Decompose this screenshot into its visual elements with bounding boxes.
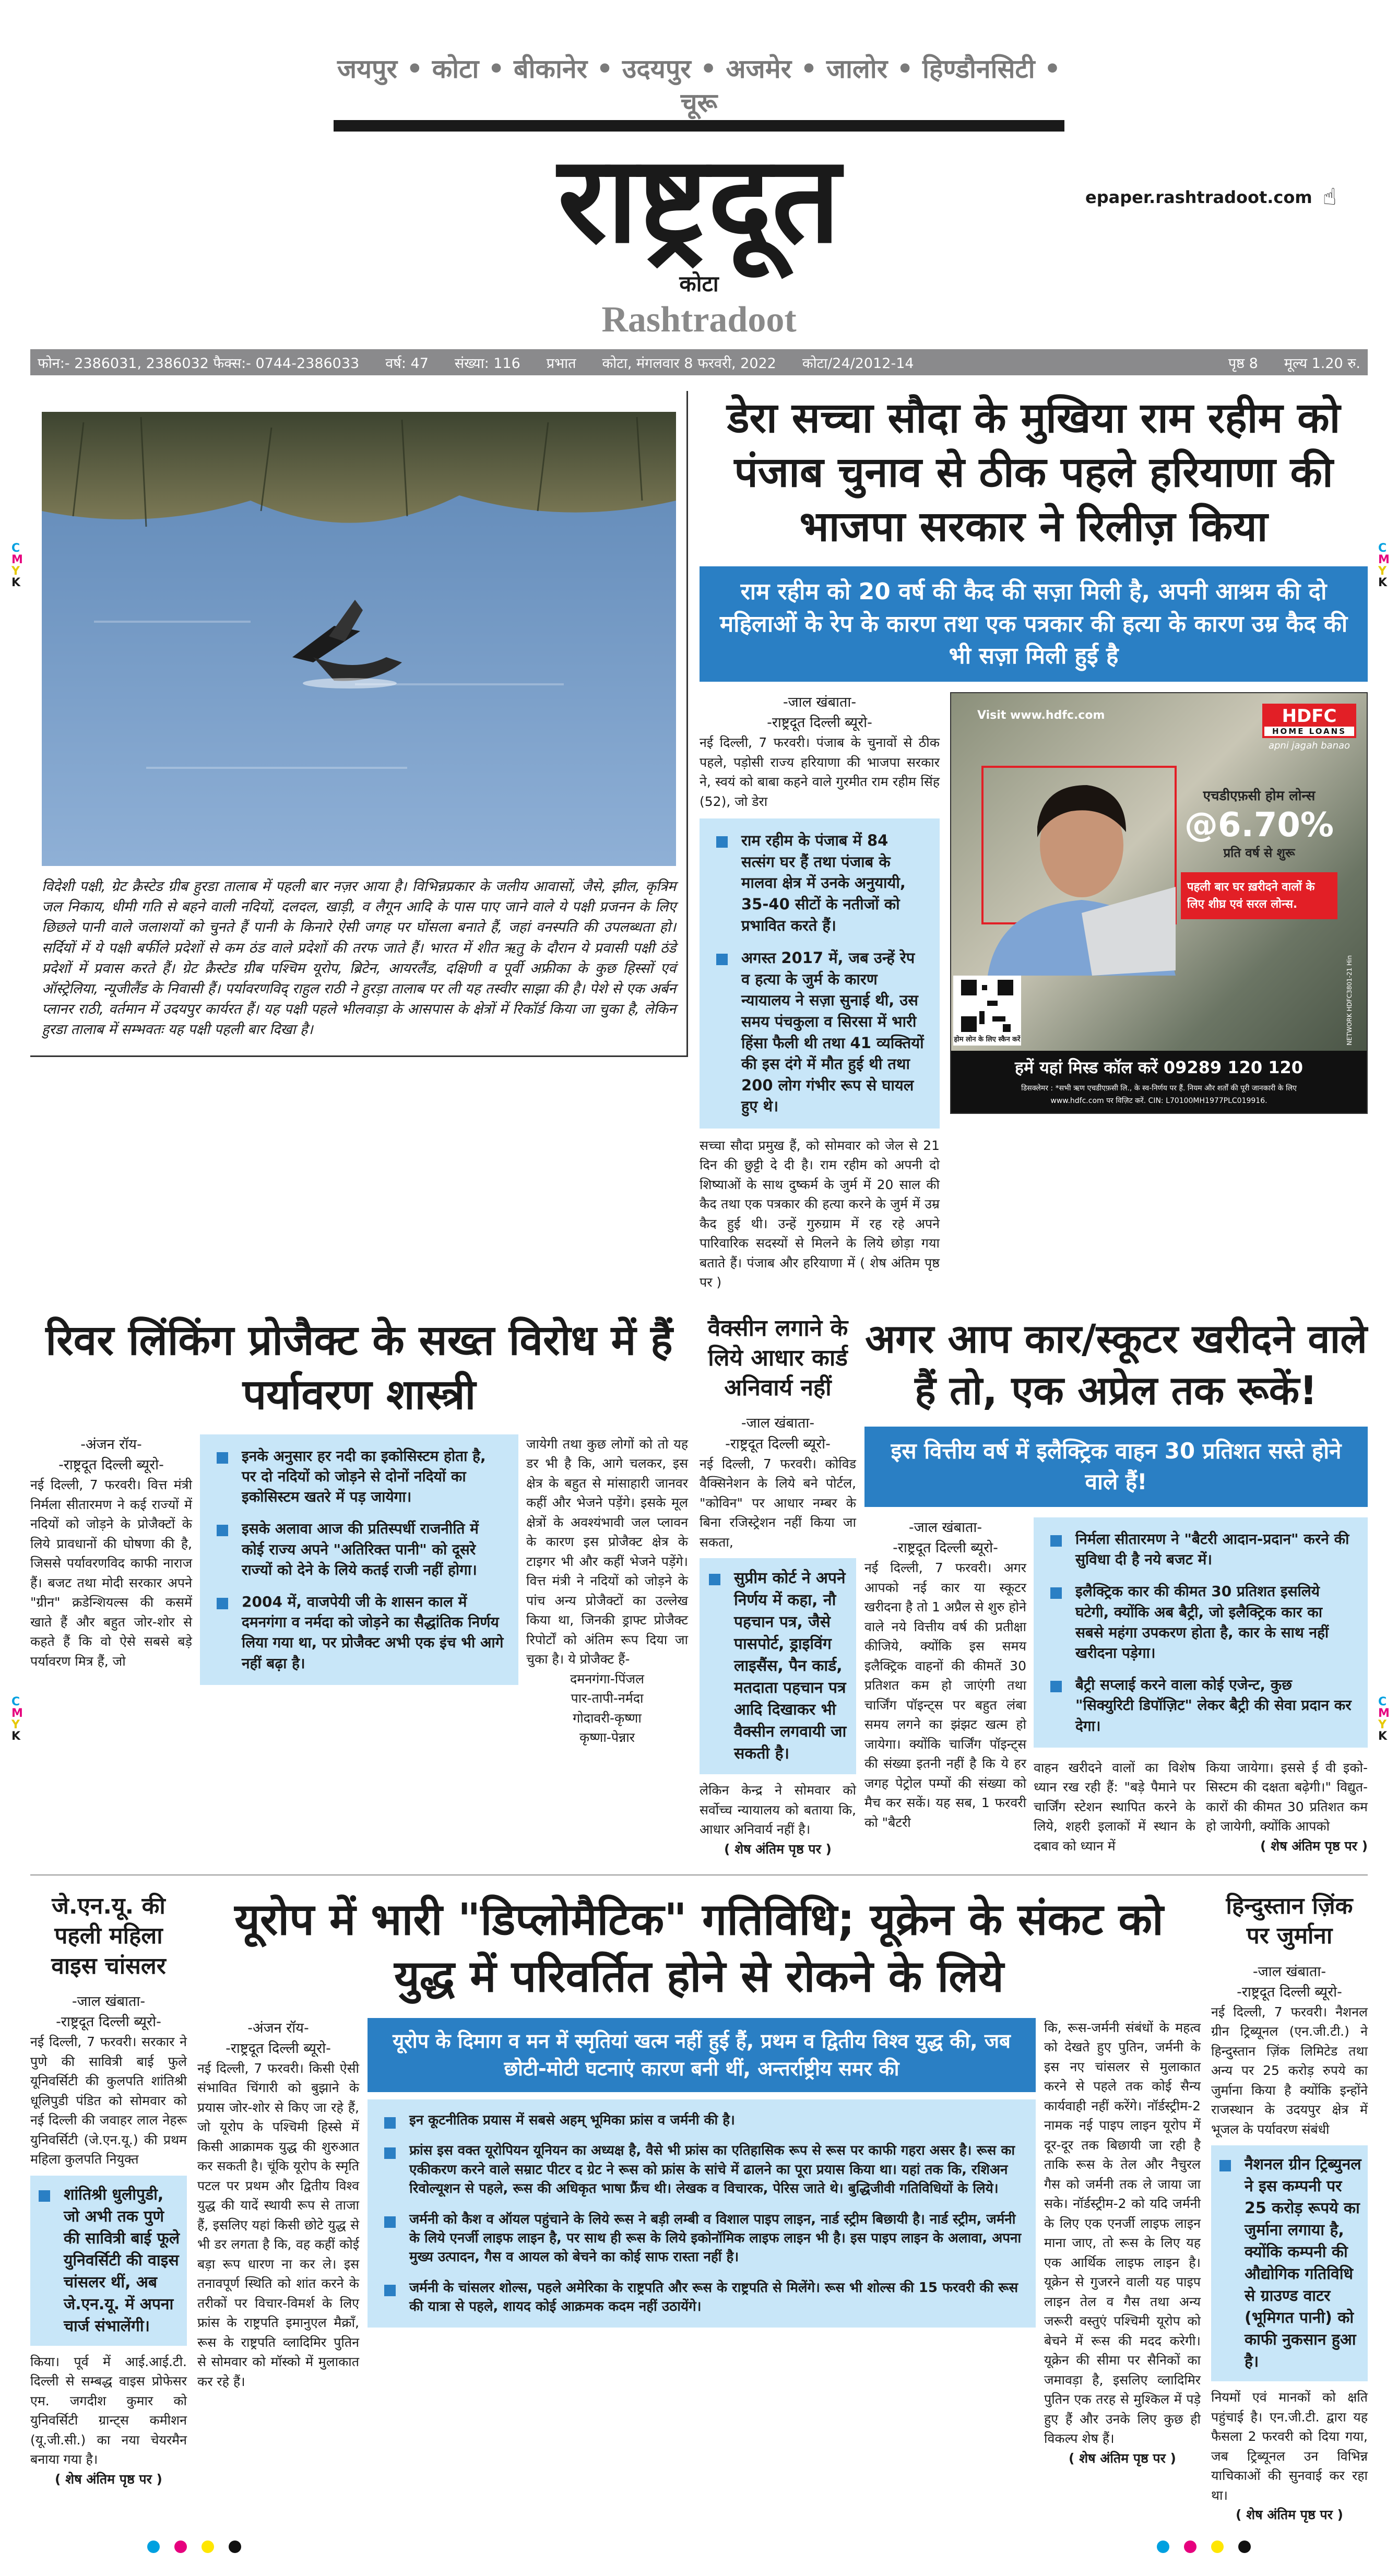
river-story (30, 1313, 688, 1748)
ram-rahim-deck: राम रहीम को 20 वर्ष की कैद की सज़ा मिली है, अपनी आश्रम की दो महिलाओं के रेप के कारण तथा एक पत्रकार की हत्या के कारण उम्र कैद की भी सज़ा मिली हुई है (700, 566, 1368, 682)
lead: नई दिल्ली, 7 फरवरी। पंजाब के चुनावों से ठीक पहले, पड़ोसी राज्य हरियाणा की भाजपा सरकार ने, स्वयं को बाबा कहने वाले गुरमीत राम रहीम सिंह (52), जो डेरा (700, 735, 940, 809)
highlight: 2004 में, वाजपेयी जी के शासन काल में दमनगंगा व नर्मदा को जोड़ने का सैद्धांतिक निर्णय लिया गया था, पर प्रोजैक्ट अभी एक इंच भी आगे नहीं बढ़ा है। (214, 1592, 505, 1673)
bird-photo (42, 412, 676, 866)
ev-deck: इस वित्तीय वर्ष में इलैक्ट्रिक वाहन 30 प्रतिशत सस्ते होने वाले हैं! (864, 1427, 1368, 1507)
section-divider (30, 1874, 1368, 1875)
year: वर्ष: 47 (385, 355, 429, 372)
highlight: राम रहीम के पंजाब में 84 सत्संग घर हैं तथा पंजाब के मालवा क्षेत्र में उनके अनुयायी, 35-40 सीटों के नतीजों को प्रभावित करते हैं। (713, 830, 926, 936)
cmyk-mark: C M Y K (1378, 1695, 1390, 1743)
date: कोटा, मंगलवार 8 फरवरी, 2022 (602, 355, 776, 372)
europe-story (197, 1891, 1201, 2468)
color-dots-right (1150, 2541, 1258, 2555)
highlight: सुप्रीम कोर्ट ने अपने निर्णय में कहा, नौ पहचान पत्र, जैसे पासपोर्ट, ड्राइविंग लाइसैंस, पैन कार्ड, मतदाता पहचान पत्र आदि दिखाकर भी वैक्सीन लगवायी जा सकती है। (706, 1568, 850, 1765)
man-with-laptop-image (951, 756, 1181, 976)
info-bar (30, 349, 1368, 375)
ram-rahim-headline: डेरा सच्चा सौदा के मुखिया राम रहीम को पंजाब चुनाव से ठीक पहले हरियाणा की भाजपा सरकार ने रिलीज़ किया (727, 394, 1341, 551)
zinc-article: हिन्दुस्तान ज़िंक पर जुर्माना -जाल खंबाता- -राष्ट्रदूत दिल्ली ब्यूरो- नई दिल्ली, 7 फरवरी। नैशनल ग्रीन ट्रिब्यूनल (एन.जी.टी.) ने हिन्दुस्तान ज़िंक लिमिटेड तथा अन्य पर 25 करोड़ रुपये का जुर्माना किया है क्योंकि इन्होंने राजस्थान के उदयपुर क्षेत्र में भूजल के पर्यावरण संबंधी नैशनल ग्रीन ट्रिब्युनल ने इस कम्पनी पर 25 करोड़ रूपये का जुर्माना लगाया है, क्योंकि कम्पनी की औद्योगिक गतिविधि से ग्राउण्ड वाटर (भूमिगत पानी) को काफी नुकसान हुआ है। नियमों एवं मानकों को क्षति पहुंचाई है। एन.जी.टी. द्वारा यह फैसला 2 फरवरी को दिया गया, जब ट्रिब्यूनल उन विभिन्न याचिकाओं की सुनवाई कर रहा था। ( शेष अंतिम पृष्ठ पर ) (1211, 1891, 1368, 2525)
epaper-link[interactable]: epaper.rashtradoot.com (1085, 187, 1312, 207)
phone: फोन:- 2386031, 2386032 फैक्स:- 0744-2386033 (38, 355, 360, 372)
highlight: शांतिश्री धुलीपुडी, जो अभी तक पुणे की सावित्री बाई फूले युनिवर्सिटी की वाइस चांसलर थीं, अब जे.एन.यू. में अपना चार्ज संभालेंगी। (35, 2184, 182, 2337)
europe-col-right: कि, रूस-जर्मनी संबंधों के महत्व को देखते हुए पुतिन, जर्मनी के इस नए चांसलर से मुलाकात करने से पहले तक कोई सैन्य कार्यवाही नहीं करेंगे। नॉर्डस्ट्रीम-2 नामक नई पाइप लाइन यूरोप में दूर-दूर तक बिछायी जा रही है ताकि रूस के तेल और नैचुरल गैस को जर्मनी तक ले जाया जा सके। नॉर्डस्ट्रीम-2 को यदि जर्मनी के लिए एक एनर्जी लाइफ लाइन माना जाए, तो रूस के लिए यह एक आर्थिक लाइफ लाइन है। यूक्रेन से गुजरने वाली यह पाइप लाइन तेल व गैस तथा अन्य जरूरी वस्तुएं पश्चिमी यूरोप को बेचने में रूस की मदद करेगी। यूक्रेन की सीमा पर सैनिकों का जमावड़ा है, इसलिए व्लादिमिर पुतिन एक तरह से मुश्किल में पड़े हुए हैं और उनके लिए कुछ ही विकल्प शेष हैं। ( शेष अंतिम पृष्ठ पर ) (1044, 2020, 1201, 2466)
river-headline: रिवर लिंकिंग प्रोजैक्ट के सख्त विरोध में हैं पर्यावरण शास्त्री (45, 1315, 673, 1419)
edition-cities: जयपुर • कोटा • बीकानेर • उदयपुर • अजमेर • जालोर • हिण्डौनसिटी • चूरू (337, 54, 1061, 118)
ev-col2: वाहन खरीदने वालों का विशेष ध्यान रख रही हैं: "बड़े पैमाने पर चार्जिंग स्टेशन स्थापित करने के लिये, शहरी इलाकों में स्थान के दबाव को ध्यान में (1034, 1760, 1195, 1854)
color-dots-left (140, 2541, 248, 2555)
edition-name: कोटा (679, 270, 719, 296)
section-bottom (30, 1891, 1368, 2525)
highlight: इन कूटनीतिक प्रयास में सबसे अहम् भूमिका फ्रांस व जर्मनी की है। (381, 2111, 1022, 2130)
masthead (30, 0, 1368, 342)
color-dots (30, 2525, 1368, 2555)
zinc-headline: हिन्दुस्तान ज़िंक पर जुर्माना (1226, 1893, 1353, 1950)
english-name: Rashtradoot (601, 300, 797, 340)
project: गोदावरी-कृष्णा (573, 1710, 642, 1726)
hdfc-advertisement[interactable] (950, 692, 1368, 1114)
lead: नई दिल्ली, 7 फरवरी। वित्त मंत्री निर्मला सीतारमण ने कई राज्यों में नदियों को जोड़ने के प्रोजैक्टों के लिये प्रावधानों की घोषणा की है, जिससे पर्यावरणविद काफी नाराज हैं। बजट तथा मोदी सरकार अपने "ग्रीन" क्रडेन्शियल्स की कसमें खाते हैं और बहुत जोर-शोर से कहते हैं कि वो ऐसे सबसे बड़े पर्यावरण मित्र हैं, जो (30, 1477, 192, 1669)
highlight: इनके अनुसार हर नदी का इकोसिस्टम होता है, पर दो नदियों को जोड़ने से दोनों नदियों का इकोसिस्टम खतरे में पड़ जायेगा। (214, 1446, 505, 1507)
project: कृष्णा-पेन्नार (579, 1730, 635, 1746)
price: मूल्य 1.20 रु. (1284, 355, 1360, 372)
photo-story-frame (30, 391, 688, 1057)
ad-tagline: apni jagah banao (1268, 740, 1350, 751)
cmyk-mark: C M Y K (1378, 542, 1390, 589)
missed-call: हमें यहां मिस्ड कॉल करें 09289 120 120 (1014, 1057, 1304, 1077)
europe-highlight-box (368, 2099, 1036, 2328)
ad-offer-panel: एचडीएफ़सी होम लोन्स @6.70% प्रति वर्ष से शुरू पहली बार घर ख़रीदने वालों के लिए शीघ्र एवं सरल लोन्स. (1181, 756, 1337, 919)
cmyk-mark: C M Y K (11, 1695, 23, 1743)
ram-rahim-story (700, 391, 1368, 1292)
section-top (30, 391, 1368, 1292)
europe-deck: यूरोप के दिमाग व मन में स्मृतियां खत्म नहीं हुई हैं, प्रथम व द्वितीय विश्व युद्ध की, जब छोटी-मोटी घटनाएं कारण बनी थीं, अन्तर्राष्ट्रीय समर की (368, 2018, 1036, 2092)
photo-caption: विदेशी पक्षी, ग्रेट क्रैस्टेड ग्रीब हुरडा तालाब में पहली बार नज़र आया है। विभिन्नप्रकार के जलीय आवासों, जैसे, झील, कृत्रिम जल निकाय, धीमी गति से बहने वाली नदियों, दलदल, खाड़ी, व लैगून आदि के पास पाए जाने वाले ये पक्षी प्रजनन के लिए छिछले पानी वाले जलाशयों को चुनते हैं पानी के किनारे ऐसी जगह पर घोंसला बनाते हैं, जहां वनस्पति की उपलब्धता हो। सर्दियों में ये पक्षी बर्फीले प्रदेशों से कम ठंड वाले प्रदेशों की तरफ जाते हैं। भारत में शीत ऋतु के दौरान ये प्रवासी पक्षी ठंडे प्रदेशों में प्रवास करते हैं। ग्रेट क्रैस्टेड ग्रीब पश्चिम यूरोप, ब्रिटेन, आयरलैंड, दक्षिणी व पूर्वी अफ्रीका के कुछ हिस्सों एवं ऑस्ट्रेलिया, न्यूजीलैंड के निवासी हैं। पर्यावरणविद् राहुल राठी ने हुरड़ा तालाब पर ली यह तस्वीर साझा की है। पेशे से एक अर्बन प्लानर राठी, वर्तमान में उदयपुर कार्यरत हैं। यह पक्षी पहले भीलवाड़ा के आसपास के क्षेत्रों में रिकॉर्ड किया जा चुका है, लेकिन हुरडा तालाब में सम्भवतः यह पक्षी पहली बार दिखा है। (42, 879, 676, 1038)
vaccine-highlight-box (700, 1558, 856, 1774)
europe-col1: -अंजन रॉय- -राष्ट्रदूत दिल्ली ब्यूरो- नई दिल्ली, 7 फरवरी। किसी ऐसी संभावित चिंगारी को बुझाने के प्रयास जोर-शोर से किए जा रहे हैं, जो यूरोप के पश्चिमी हिस्से में किसी आक्रामक युद्ध की शुरुआत कर सकती है। चूंकि यूरोप के स्मृति पटल पर प्रथम और द्वितीय विश्व युद्ध की यादें स्थायी रूप से ताजा हैं, इसलिए यहां किसी छोटे युद्ध से भी डर लगता है कि, वह कहीं कोई बड़ा रूप धारण ना कर ले। इस तनावपूर्ण स्थिति को शांत करने के तरीकों पर विचार-विमर्श के लिए फ्रांस के राष्ट्रपति इमानुएल मैक्रॉं, रूस के राष्ट्रपति व्लादिमिर पुतिन से सोमवार को मॉस्को में मुलाकात कर रहे हैं। (197, 2020, 359, 2389)
body: सच्चा सौदा प्रमुख हैं, को सोमवार को जेल से 21 दिन की छुट्टी दे दी है। राम रहीम को अपनी दो शिष्याओं के साथ दुष्कर्म के जुर्म में 20 साल की कैद तथा एक पत्रकार की हत्या करने के जुर्म में उम्र कैद हुई थी। उन्हें गुरुग्राम में रह रहे अपने पारिवारिक सदस्यों से मिलने के लिये छोड़ा गया बताते हैं। पंजाब और हरियाणा में ( शेष अंतिम पृष्ठ पर ) (700, 1137, 940, 1290)
bureau: -राष्ट्रदूत दिल्ली ब्यूरो- (767, 715, 872, 731)
europe-headline: यूरोप में भारी "डिप्लोमैटिक" गतिविधि; यूक्रेन के संकट को युद्ध में परिवर्तित होने से रोकने के लिये (234, 1894, 1164, 2002)
section-middle (30, 1313, 1368, 1859)
project: पार-तापी-नर्मदा (571, 1691, 644, 1706)
highlight: जर्मनी के चांसलर शोल्स, पहले अमेरिका के राष्ट्रपति और रूस के राष्ट्रपति से मिलेंगे। रूस भी शोल्स की 15 फरवरी की रूस की यात्रा से पहले, शायद कोई आक्रमक कदम नहीं उठायेंगे। (381, 2278, 1022, 2317)
pointing-hand-icon: ☝ (1322, 184, 1337, 211)
river-col3: जायेगी तथा कुछ लोगों को तो यह डर भी है कि, आगे चलकर, इस क्षेत्र के बहुत से मांसाहारी जानवर कहीं और भेजने पड़ेंगे। इसके मूल क्षेत्रों के अवश्यंभावी जल प्लावन के कारण इस प्रोजैक्ट क्षेत्र के टाइगर भी और कहीं भेजने पड़ेंगे। वित्त मंत्री ने नदियों को जोड़ने के पांच अन्य प्रोजैक्टों का उल्लेख किया था, जिनकी ड्राफ्ट प्रोजैक्ट रिपोर्टों को अंतिम रूप दिया जा चुका है। ये प्रोजैक्ट हैं- दमनगंगा-पिंजल पार-तापी-नर्मदा गोदावरी-कृष्णा कृष्णा-पेन्नार (526, 1434, 688, 1748)
highlight: इलैक्ट्रिक कार की कीमत 30 प्रतिशत इसलिये घटेगी, क्योंकि अब बैट्री, जो इलैक्ट्रिक कार का सबसे महंगा उपकरण होता है, कार के साथ नहीं खरीदना पड़ेगा। (1047, 1581, 1354, 1663)
highlight: फ्रांस इस वक्त यूरोपियन यूनियन का अध्यक्ष है, वैसे भी फ्रांस का एतिहासिक रूप से रूस पर काफी गहरा असर है। रूस का एकीकरण करने वाले सम्राट पीटर द ग्रेट ने रूस को फ्रांस के सांचे में ढालने का पूरा प्रयास किया था। यहां तक कि, रशिअन रिवोल्यूशन से पहले, रूस की अधिकृत भाषा फ्रैंच थी। लेखक व विचारक, पेरिस जाते थे। बुद्धिजीवी गतिविधियों के लिये। (381, 2141, 1022, 2198)
newspaper-logo: राष्ट्रदूत (334, 120, 1064, 270)
issue: संख्या: 116 (454, 355, 520, 372)
highlight: बैट्री सप्लाई करने वाला कोई एजेन्ट, कुछ "सिक्युरिटी डिपॉज़िट" लेकर बैट्री की सेवा प्रदान कर देगा। (1047, 1675, 1354, 1736)
edition: प्रभात (546, 355, 576, 372)
ev-highlight-box (1034, 1517, 1368, 1748)
highlight: नैशनल ग्रीन ट्रिब्युनल ने इस कम्पनी पर 25 करोड़ रूपये का जुर्माना लगाया है, क्योंकि कम्पनी की औद्योगिक गतिविधि से ग्राउण्ड वाटर (भूमिगत पानी) को काफी नुकसान हुआ है। (1216, 2154, 1363, 2373)
ad-code: NETWORK HDFC3801-21 Hin (1346, 955, 1353, 1046)
jnu-article: जे.एन.यू. की पहली महिला वाइस चांसलर -जाल खंबाता- -राष्ट्रदूत दिल्ली ब्यूरो- नई दिल्ली, 7 फरवरी। सरकार ने पुणे की सावित्री बाई फुले यूनिवर्सिटी की कुलपति शांतिश्री धूलिपुडी पंडित को सोमवार को नई दिल्ली की जवाहर लाल नेहरू युनिवर्सिटी (जे.एन.यू.) की प्रथम महिला कुलपति नियुक्त शांतिश्री धुलीपुडी, जो अभी तक पुणे की सावित्री बाई फूले युनिवर्सिटी की वाइस चांसलर थीं, अब जे.एन.यू. में अपना चार्ज संभालेंगी। किया। पूर्व में आई.आई.टी. दिल्ली से सम्बद्ध वाइस प्रोफेसर एम. जगदीश कुमार को युनिवर्सिटी ग्रान्ट्स कमीशन (यू.जी.सी.) का नया चेयरमैन बनाया गया है। ( शेष अंतिम पृष्ठ पर ) (30, 1891, 187, 2489)
jnu-headline: जे.एन.यू. की पहली महिला वाइस चांसलर (51, 1893, 166, 1979)
ev-headline: अगर आप कार/स्कूटर खरीदने वाले हैं तो, एक अप्रेल तक रूकें! (865, 1315, 1367, 1414)
highlight: अगस्त 2017 में, जब उन्हें रेप व हत्या के जुर्म के कारण न्यायालय ने सज़ा सुनाई थी, उस समय पंचकुला व सिरसा में भारी हिंसा फैली थी तथा 41 व्यक्तियों की इस दंगे में मौत हुई थी तथा 200 लोग गंभीर रूप से घायल हुए थे। (713, 947, 926, 1117)
vaccine-headline: वैक्सीन लगाने के लिये आधार कार्ड अनिवार्य नहीं (707, 1314, 848, 1402)
highlight: जर्मनी को कैश व ऑयल पहुंचाने के लिये रूस ने बड़ी लम्बी व विशाल पाइप लाइन, नार्ड स्ट्रीम बिछायी है। नार्ड स्ट्रीम, जर्मनी के लिये एनर्जी लाइफ लाइन है, पर साथ ही रूस के लिये इकोनॉमिक लाइफ लाइन भी है। इस पाइप लाइन के अलावा, अपना मुख्य उत्पादन, गैस व आयल को बेचने का कोई साफ रास्ता नहीं है। (381, 2210, 1022, 2267)
ad-visit: Visit www.hdfc.com (977, 708, 1105, 722)
jnu-highlight-box (30, 2176, 187, 2346)
hdfc-logo: HDFC HOME LOANS (1262, 704, 1356, 738)
river-col1 (30, 1434, 192, 1671)
qr-code[interactable]: होम लोन के लिए स्कैन करें (953, 976, 1021, 1046)
author: -अंजन रॉय- (80, 1436, 142, 1453)
ev-col1: -जाल खंबाता- -राष्ट्रदूत दिल्ली ब्यूरो- नई दिल्ली, 7 फरवरी। अगर आपको नई कार या स्कूटर खरीदना है तो 1 अप्रैल से शुरु होने वाले नये वित्तीय वर्ष की प्रतीक्षा कीजिये, क्योंकि इस समय इलैक्ट्रिक वाहनों की कीमतें 30 प्रतिशत कम हो जाएंगी तथा चार्जिंग पॉइन्ट्स पर बहुत लंबा समय लगने का झंझट खत्म हो जायेगा। क्योंकि चार्जिंग पॉइन्ट्स की संख्या इतनी नहीं है कि ये हर जगह पेट्रोल पम्पों की संख्या को मैच कर सकें। यह सब, 1 फरवरी को "बैटरी (864, 1520, 1026, 1830)
author: -जाल खंबाता- (783, 694, 857, 710)
river-highlight-box (200, 1434, 518, 1685)
page-number: पृष्ठ 8 (1228, 355, 1258, 372)
zinc-highlight-box (1211, 2145, 1368, 2381)
ev-col3: किया जायेगा। इससे ई वी इको-सिस्टम की दक्षता बढ़ेगी।" विद्युत-कारों की कीमत 30 प्रतिशत कम हो जायेगी, क्योंकि आपको ( शेष अंतिम पृष्ठ पर ) (1206, 1760, 1368, 1854)
ev-story (864, 1313, 1368, 1856)
registration: कोटा/24/2012-14 (802, 355, 914, 372)
ram-rahim-article (700, 692, 940, 1292)
highlight-box (700, 818, 940, 1129)
vaccine-article: वैक्सीन लगाने के लिये आधार कार्ड अनिवार्य नहीं -जाल खंबाता- -राष्ट्रदूत दिल्ली ब्यूरो- नई दिल्ली, 7 फरवरी। कोविड वैक्सिनेशन के लिये बने पोर्टल, "कोविन" पर आधार नम्बर के बिना रजिस्ट्रेशन नहीं किया जा सकता, सुप्रीम कोर्ट ने अपने निर्णय में कहा, नौ पहचान पत्र, जैसे पासपोर्ट, ड्राइविंग लाइसैंस, पैन कार्ड, मतदाता पहचान पत्र आदि दिखाकर भी वैक्सीन लगवायी जा सकती है। लेकिन केन्द्र ने सोमवार को सर्वोच्च न्यायालय को बताया कि, आधार अनिवार्य नहीं है। ( शेष अंतिम पृष्ठ पर ) (700, 1313, 856, 1859)
cmyk-mark: C M Y K (11, 542, 23, 589)
bureau: -राष्ट्रदूत दिल्ली ब्यूरो- (58, 1457, 164, 1474)
ad-footer: हमें यहां मिस्ड कॉल करें 09289 120 120 डिसक्लेमर : *सभी ऋण एचडीएफ़सी लि., के स्व-निर्णय पर हैं. नियम और शर्तों की पूरी जानकारी के लिए www.hdfc.com पर विज़िट करें. CIN: L70100MH1977PLC019916. (951, 1051, 1367, 1113)
highlight: निर्मला सीतारमण ने "बैटरी आदान-प्रदान" करने की सुविधा दी है नये बजट में। (1047, 1529, 1354, 1570)
project: दमनगंगा-पिंजल (570, 1671, 644, 1687)
highlight: इसके अलावा आज की प्रतिस्पर्धी राजनीति में कोई राज्य अपने "अतिरिक्त पानी" को दूसरे राज्यों को देने के लिये कतई राजी नहीं होगा। (214, 1518, 505, 1580)
